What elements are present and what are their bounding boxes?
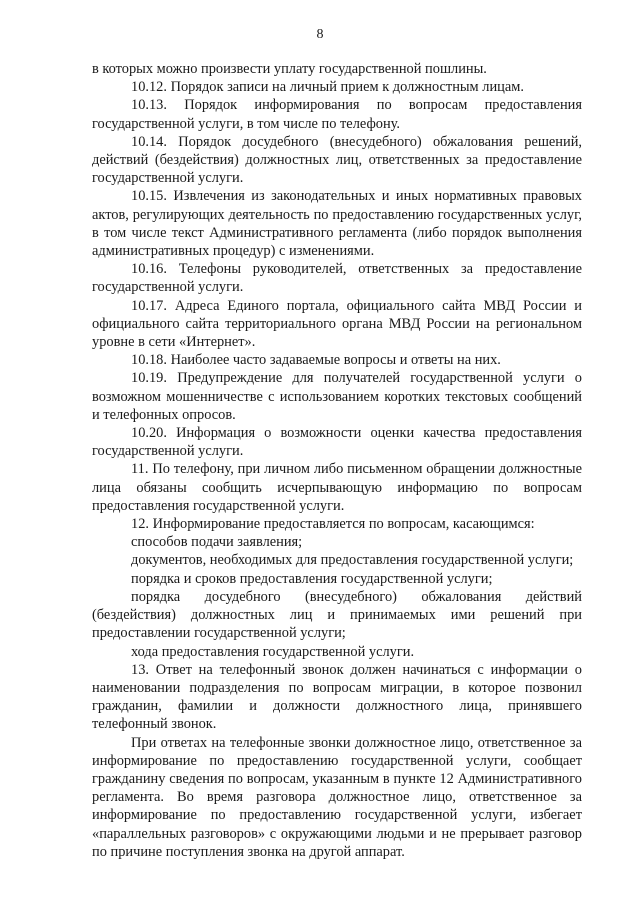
paragraph: порядка досудебного (внесудебного) обжалования действий (бездействия) должностных лиц и принимаемых ими решений при предоставлении государственной услуги; <box>92 588 582 642</box>
paragraph: При ответах на телефонные звонки должностное лицо, ответственное за информирование по предоставлению государственной услуги, сообщает гражданину сведения по вопросам, указанным в пункте 12 Административного регламента. Во время разговора должностное лицо, ответственное за информирование по предоставлению государственной услуги, избегает «параллельных разговоров» с окружающими людьми и не прерывает разговор по причине поступления звонка на другой аппарат. <box>92 734 582 860</box>
paragraph: 10.20. Информация о возможности оценки качества предоставления государственной услуги. <box>92 425 582 460</box>
paragraph: в которых можно произвести уплату государственной пошлины. <box>92 61 487 77</box>
paragraph: документов, необходимых для предоставления государственной услуги; <box>131 552 574 569</box>
paragraph: 10.19. Предупреждение для получателей государственной услуги о возможном мошенничестве с использованием коротких текстовых сообщений и телефонных опросов. <box>92 370 582 423</box>
paragraph: порядка и сроков предоставления государственной услуги; <box>131 570 493 587</box>
paragraph: 10.13. Порядок информирования по вопросам предоставления государственной услуги, в том числе по телефону. <box>92 97 582 132</box>
paragraph: хода предоставления государственной услуги. <box>131 643 415 660</box>
paragraph: 11. По телефону, при личном либо письменном обращении должностные лица обязаны сообщить исчерпывающую информацию по вопросам предоставления государственной услуги. <box>92 461 582 514</box>
paragraph: 13. Ответ на телефонный звонок должен начинаться с информации о наименовании подразделения по вопросам миграции, в которое позвонил гражданин, фамилии и должности должностного лица, принявшего телефонный звонок. <box>92 661 582 733</box>
paragraph: 10.15. Извлечения из законодательных и иных нормативных правовых актов, регулирующих деятельность по предоставлению государственных услуг, в том числе текст Административного регламента (либо порядок выполнения административных процедур) с изменениями. <box>92 188 582 260</box>
paragraph: 10.14. Порядок досудебного (внесудебного) обжалования решений, действий (бездействия) должностных лиц, ответственных за предоставление государственной услуги. <box>92 133 582 187</box>
paragraph: 10.17. Адреса Единого портала, официального сайта МВД России и официального сайта территориального органа МВД России на региональном уровне в сети «Интернет». <box>92 297 582 351</box>
paragraph: способов подачи заявления; <box>131 534 303 551</box>
paragraph: 10.16. Телефоны руководителей, ответственных за предоставление государственной услуги. <box>92 261 582 296</box>
paragraph: 10.18. Наиболее часто задаваемые вопросы и ответы на них. <box>131 352 501 369</box>
document-body <box>92 60 582 861</box>
paragraph: 10.12. Порядок записи на личный прием к должностным лицам. <box>131 79 524 96</box>
page-number: 8 <box>316 27 324 42</box>
paragraph: 12. Информирование предоставляется по вопросам, касающимся: <box>131 516 535 533</box>
